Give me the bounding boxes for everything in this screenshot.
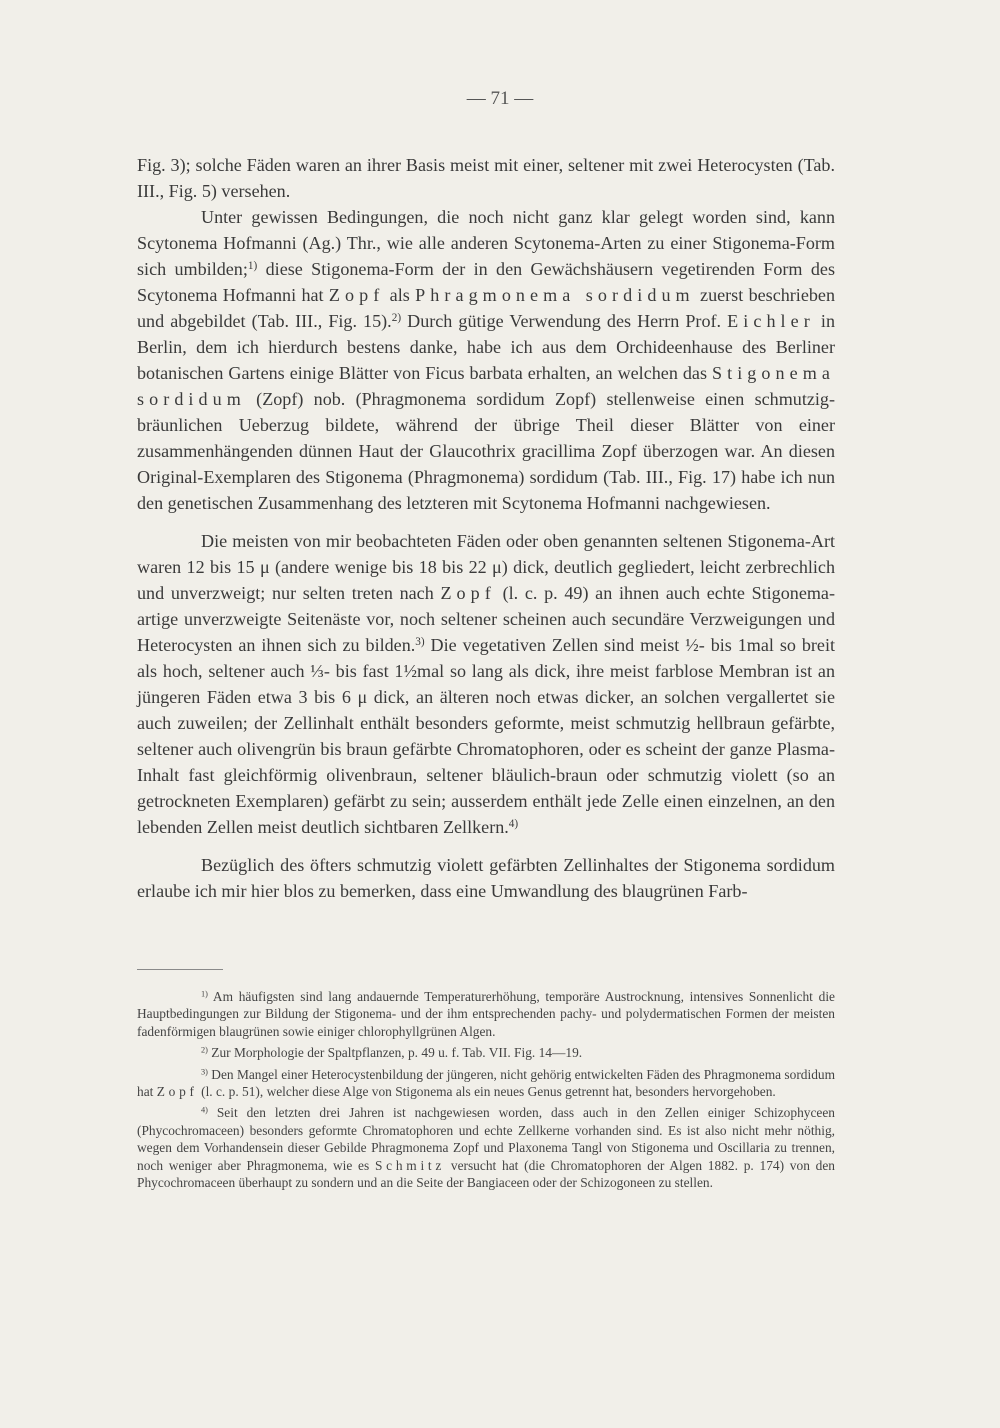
paragraph [137, 204, 835, 516]
footnote-text: Zur Morphologie der Spaltpflanzen, p. 49 u. f. Tab. VII. Fig. 14—19. [207, 1045, 583, 1061]
footnote [137, 1066, 835, 1101]
text-run: zuerst beschrieben und abgebildet (Tab. III., Fig. 15). [137, 285, 835, 331]
text-run: (Zopf) nob. (Phragmonema sordidum Zopf) stellenweise einen schmutzig-bräunlichen Ueberzug bildete, während der übrige Theil dieser Blätter von einer zusammenhängenden dünnen Haut der Glaucothrix gracillima Zopf überzogen war. An diesen Original-Exemplaren des Stigonema (Phragmonema) sordidum (Tab. III., Fig. 17) habe ich nun den genetischen Zusammenhang des letzteren mit Scytonema Hofmanni nachgewiesen. [137, 389, 835, 513]
footnote-text: Am häufigsten sind lang andauernde Temperaturerhöhung, temporäre Austrocknung, intensives Sonnenlicht die Hauptbedingungen zur Bildung der Stigonema- und der ihm entsprechenden pachy- und polydermatischen Formen der meisten fadenförmigen blaugrünen sowie einiger chlorophyllgrünen Algen. [137, 989, 835, 1039]
footnote [137, 1044, 835, 1061]
paragraph [137, 528, 835, 840]
body-text [137, 152, 835, 904]
footnote-marker: 1) [201, 989, 208, 999]
author-name: Zopf [440, 583, 496, 603]
author-name: Zopf [156, 1084, 198, 1100]
footnote-ref[interactable]: 3) [415, 635, 425, 648]
author-name: Eichler [727, 311, 815, 331]
footnote-ref[interactable]: 2) [391, 311, 402, 324]
taxon-name: Phragmonema sordidum [415, 285, 695, 305]
text-run: Unter gewissen Bedingungen, die noch nicht ganz klar gelegt worden sind, kann Scytonema Hofmanni (Ag.) Thr., wie alle anderen Scytonema-Arten zu einer Stigonema-Form sich umbilden; [137, 207, 835, 279]
taxon-name: Stigonema sordidum [137, 363, 835, 409]
text-run: Bezüglich des öfters schmutzig violett gefärbten Zellinhaltes der Stigonema sordidum erlaube ich mir hier blos zu bemerken, dass eine Umwandlung des blaugrünen Farb- [137, 855, 835, 901]
footnote-text: Den Mangel einer Heterocystenbildung der jüngeren, nicht gehörig entwickelten Fäden des Phragmonema sordidum hat [137, 1066, 835, 1100]
page-number: — 71 — [466, 88, 534, 109]
footnote [137, 1104, 835, 1191]
footnote-marker: 3) [201, 1067, 208, 1077]
text-run: Die meisten von mir beobachteten Fäden oder oben genannten seltenen Stigonema-Art waren 12 bis 15 μ (andere wenige bis 18 bis 22 μ) dick, deutlich gegliedert, leicht zerbrechlich und unverzweigt; nur selten treten nach [137, 531, 835, 603]
text-run: Die vegetativen Zellen sind meist ½- bis 1mal so breit als hoch, seltener auch ⅓- bis fast 1½mal so lang als dick, ihre meist farblose Membran ist an jüngeren Fäden etwa 3 bis 6 μ dick, an älteren noch etwas dicker, an solchen vergallertet sie auch zuweilen; der Zellinhalt enthält besonders geformte, meist schmutzig hellbraun gefärbte, seltener auch olivengrün bis braun gefärbte Chromatophoren, oder es scheint der ganze Plasma-Inhalt fast gleichförmig olivenbraun, seltener bläulich-braun oder schmutzig violett (so an getrockneten Exemplaren) gefärbt zu sein; ausserdem enthält jede Zelle einen einzelnen, an den lebenden Zellen meist deutlich sichtbaren Zellkern. [137, 635, 835, 837]
text-run: Fig. 3); solche Fäden waren an ihrer Basis meist mit einer, seltener mit zwei Heterocysten (Tab. III., Fig. 5) versehen. [137, 155, 835, 201]
text-run: in Berlin, dem ich hierdurch bestens danke, habe ich aus dem Orchideenhause des Berliner botanischen Gartens einige Blätter von Ficus barbata erhalten, an welchen das [137, 311, 835, 383]
footnote-ref[interactable]: 1) [247, 259, 258, 272]
footnote-text: (l. c. p. 51), welcher diese Alge von Stigonema als ein neues Genus getrennt hat, besonders hervorgehoben. [197, 1084, 776, 1100]
paragraph [137, 852, 835, 904]
author-name: Schmitz [374, 1157, 446, 1173]
text-run: als [384, 285, 416, 305]
footnote-text: Seit den letzten drei Jahren ist nachgewiesen worden, dass auch in den Zellen einiger Schizophyceen (Phycochromaceen) besonders geformte Chromatophoren und echte Zellkerne vorhanden sind. Es ist also nicht mehr nöthig, wegen dem Vorhandensein dieser Gebilde Phragmonema Zopf und Plaxonema Tangl von Stigonema und Oscillaria zu trennen, noch weniger aber Phragmonema, wie es [137, 1105, 835, 1173]
footnote-marker: 4) [201, 1105, 208, 1115]
text-run: (l. c. p. 49) an ihnen auch echte Stigonema-artige unverzweigte Seitenäste vor, noch seltener scheinen auch secundäre Verzweigungen und Heterocysten an ihnen sich zu bilden. [137, 583, 835, 655]
text-run: Durch gütige Verwendung des Herrn Prof. [401, 311, 728, 331]
footnote-ref[interactable]: 4) [508, 817, 519, 830]
author-name: Zopf [328, 285, 385, 305]
footnote [137, 988, 835, 1040]
footnotes [137, 988, 835, 1195]
text-run: diese Stigonema-Form der in den Gewächshäusern vegetirenden Form des Scytonema Hofmanni hat [137, 259, 835, 305]
footnote-marker: 2) [201, 1045, 208, 1055]
paragraph [137, 152, 835, 204]
footnote-divider [137, 969, 223, 970]
footnote-text: versucht hat (die Chromatophoren der Algen 1882. p. 174) von den Phycochromaceen überhaupt zu sondern und an die Seite der Bangiaceen oder der Schizogoneen zu stellen. [137, 1157, 835, 1191]
